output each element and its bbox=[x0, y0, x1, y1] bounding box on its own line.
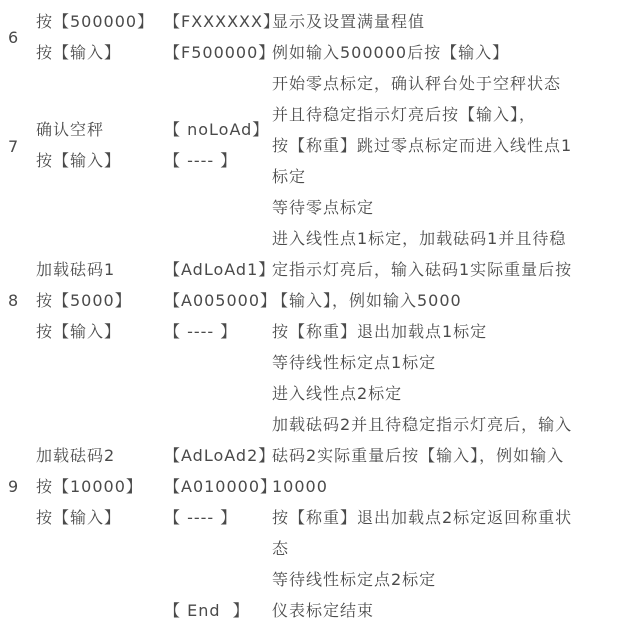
display-cell bbox=[164, 440, 277, 533]
action-cell bbox=[36, 114, 121, 176]
display-cell bbox=[164, 114, 269, 176]
action-line: 加载砝码1 bbox=[36, 260, 116, 279]
action-line: 按【5000】 bbox=[36, 291, 132, 310]
action-cell bbox=[36, 6, 154, 68]
action-cell bbox=[36, 254, 132, 347]
display-value: 【 ---- 】 bbox=[164, 508, 238, 527]
action-line: 加载砝码2 bbox=[36, 446, 116, 465]
description-cell bbox=[272, 68, 572, 223]
step-number: 7 bbox=[8, 137, 20, 156]
description-line: 按【称重】退出加载点1标定 bbox=[272, 322, 488, 341]
description-line: 砝码2实际重量后按【输入】，例如输入 bbox=[272, 446, 565, 465]
description-line: 加载砝码2并且待稳定指示灯亮后，输入 bbox=[272, 415, 573, 434]
display-cell bbox=[164, 595, 250, 626]
action-line: 按【输入】 bbox=[36, 151, 122, 170]
description-line: 按【称重】跳过零点标定而进入线性点1 bbox=[272, 136, 573, 155]
description-line: 仪表标定结束 bbox=[272, 601, 375, 620]
action-cell bbox=[36, 440, 143, 533]
description-line: 进入线性点2标定 bbox=[272, 384, 403, 403]
description-line: 10000 bbox=[272, 477, 328, 496]
action-line: 按【500000】 bbox=[36, 12, 155, 31]
display-value: 【F500000】 bbox=[164, 43, 276, 62]
description-cell bbox=[272, 378, 572, 595]
action-line: 按【输入】 bbox=[36, 43, 122, 62]
display-value: 【A010000】 bbox=[164, 477, 278, 496]
step-number: 9 bbox=[8, 477, 20, 496]
description-line: 按【称重】退出加载点2标定返回称重状 bbox=[272, 508, 573, 527]
display-value: 【AdLoAd2】 bbox=[164, 446, 276, 465]
step-number: 6 bbox=[8, 28, 20, 47]
description-cell bbox=[272, 595, 374, 626]
display-value: 【 ---- 】 bbox=[164, 322, 238, 341]
display-value: 【 End 】 bbox=[164, 601, 250, 620]
description-line: 态 bbox=[272, 539, 290, 558]
description-line: 等待线性标定点2标定 bbox=[272, 570, 437, 589]
description-line: 等待零点标定 bbox=[272, 198, 375, 217]
description-line: 进入线性点1标定，加载砝码1并且待稳 bbox=[272, 229, 567, 248]
description-line: 并且待稳定指示灯亮后按【输入】， bbox=[272, 105, 537, 124]
description-line: 显示及设置满量程值 bbox=[272, 12, 426, 31]
display-cell bbox=[164, 6, 280, 68]
description-line: 开始零点标定，确认秤台处于空秤状态 bbox=[272, 74, 562, 93]
display-value: 【FXXXXXX】 bbox=[164, 12, 280, 31]
display-value: 【 noLoAd】 bbox=[164, 120, 270, 139]
description-cell bbox=[272, 6, 509, 68]
description-line: 定指示灯亮后，输入砝码1实际重量后按 bbox=[272, 260, 573, 279]
action-line: 按【10000】 bbox=[36, 477, 143, 496]
display-cell bbox=[164, 254, 277, 347]
description-line: 等待线性标定点1标定 bbox=[272, 353, 437, 372]
action-line: 按【输入】 bbox=[36, 508, 122, 527]
display-value: 【A005000】 bbox=[164, 291, 278, 310]
description-line: 标定 bbox=[272, 167, 307, 186]
display-value: 【 ---- 】 bbox=[164, 151, 238, 170]
action-line: 按【输入】 bbox=[36, 322, 122, 341]
action-line: 确认空秤 bbox=[36, 120, 105, 139]
description-line: 【输入】，例如输入5000 bbox=[272, 291, 462, 310]
display-value: 【AdLoAd1】 bbox=[164, 260, 276, 279]
description-line: 例如输入500000后按【输入】 bbox=[272, 43, 510, 62]
step-number: 8 bbox=[8, 291, 20, 310]
description-cell bbox=[272, 223, 572, 378]
